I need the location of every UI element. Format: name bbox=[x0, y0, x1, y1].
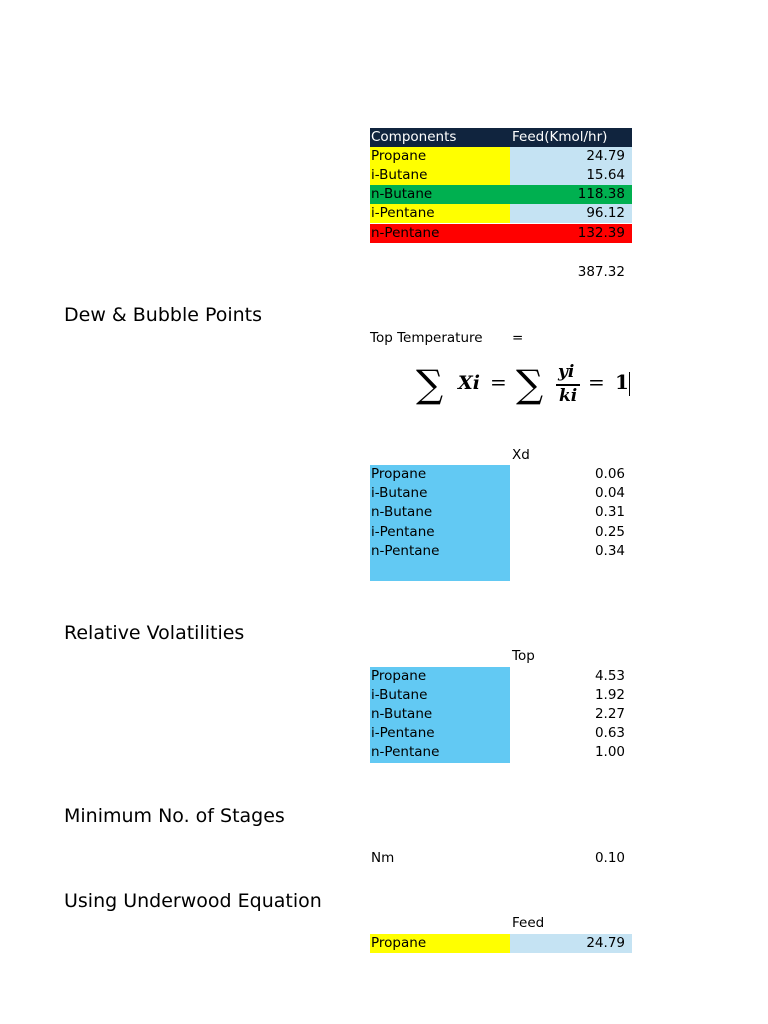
table-row-name: Propane bbox=[370, 147, 510, 166]
list-item-value: 1.00 bbox=[594, 744, 625, 760]
list-item-name: Propane bbox=[371, 668, 427, 684]
table-row-value: 24.79 bbox=[510, 934, 632, 953]
xd-header: Xd bbox=[512, 447, 530, 463]
equation-ki: ki bbox=[559, 386, 578, 406]
list-item-name: i-Pentane bbox=[371, 725, 435, 741]
list-item-name: n-Pentane bbox=[371, 543, 440, 559]
table-row-name: n-Butane bbox=[370, 185, 510, 204]
feed-total: 387.32 bbox=[577, 264, 625, 280]
list-item-value: 4.53 bbox=[594, 668, 625, 684]
list-item-value: 0.25 bbox=[594, 524, 625, 540]
nm-label: Nm bbox=[371, 850, 395, 866]
top-temperature-label: Top Temperature bbox=[370, 330, 483, 346]
feed-table-header-feed: Feed(Kmol/hr) bbox=[510, 128, 632, 147]
equation-equals-2: = bbox=[588, 370, 605, 394]
sum-symbol: ∑ bbox=[416, 362, 444, 406]
equation-cursor bbox=[629, 372, 630, 396]
list-item-value: 0.34 bbox=[594, 543, 625, 559]
list-item-value: 2.27 bbox=[594, 706, 625, 722]
table-row-name: Propane bbox=[370, 934, 510, 953]
feed-header: Feed bbox=[512, 915, 545, 931]
list-item-value: 0.31 bbox=[594, 504, 625, 520]
feed-table-header-components: Components bbox=[370, 128, 510, 147]
list-item-name: Propane bbox=[371, 466, 427, 482]
list-item-name: i-Butane bbox=[371, 687, 428, 703]
equation-xi: Xi bbox=[458, 372, 480, 394]
list-item-name: n-Butane bbox=[371, 706, 433, 722]
table-row-name: n-Pentane bbox=[370, 224, 510, 243]
table-row-value: 15.64 bbox=[510, 166, 632, 185]
list-item-name: i-Pentane bbox=[371, 524, 435, 540]
list-item-value: 1.92 bbox=[594, 687, 625, 703]
top-temperature-equals: = bbox=[512, 330, 524, 346]
equation-one: 1 bbox=[615, 370, 629, 394]
table-row-value: 96.12 bbox=[510, 204, 632, 223]
table-row-value: 118.38 bbox=[510, 185, 632, 204]
top-header: Top bbox=[512, 648, 535, 664]
list-item-value: 0.63 bbox=[594, 725, 625, 741]
heading-dew-bubble: Dew & Bubble Points bbox=[64, 304, 263, 326]
sum-symbol-2: ∑ bbox=[516, 362, 544, 406]
table-row-name: i-Butane bbox=[370, 166, 510, 185]
heading-underwood: Using Underwood Equation bbox=[64, 890, 322, 912]
nm-value: 0.10 bbox=[594, 850, 625, 866]
list-item-value: 0.04 bbox=[594, 485, 625, 501]
heading-relative-volatilities: Relative Volatilities bbox=[64, 622, 245, 644]
list-item-value: 0.06 bbox=[594, 466, 625, 482]
summation-equation bbox=[416, 360, 632, 410]
heading-min-stages: Minimum No. of Stages bbox=[64, 805, 285, 827]
table-row-value: 24.79 bbox=[510, 147, 632, 166]
equation-yi: yi bbox=[558, 362, 575, 382]
list-item-name: n-Pentane bbox=[371, 744, 440, 760]
table-row-name: i-Pentane bbox=[370, 204, 510, 223]
table-row-value: 132.39 bbox=[510, 224, 632, 243]
list-item-name: n-Butane bbox=[371, 504, 433, 520]
list-item-name: i-Butane bbox=[371, 485, 428, 501]
equation-equals-1: = bbox=[490, 370, 507, 394]
